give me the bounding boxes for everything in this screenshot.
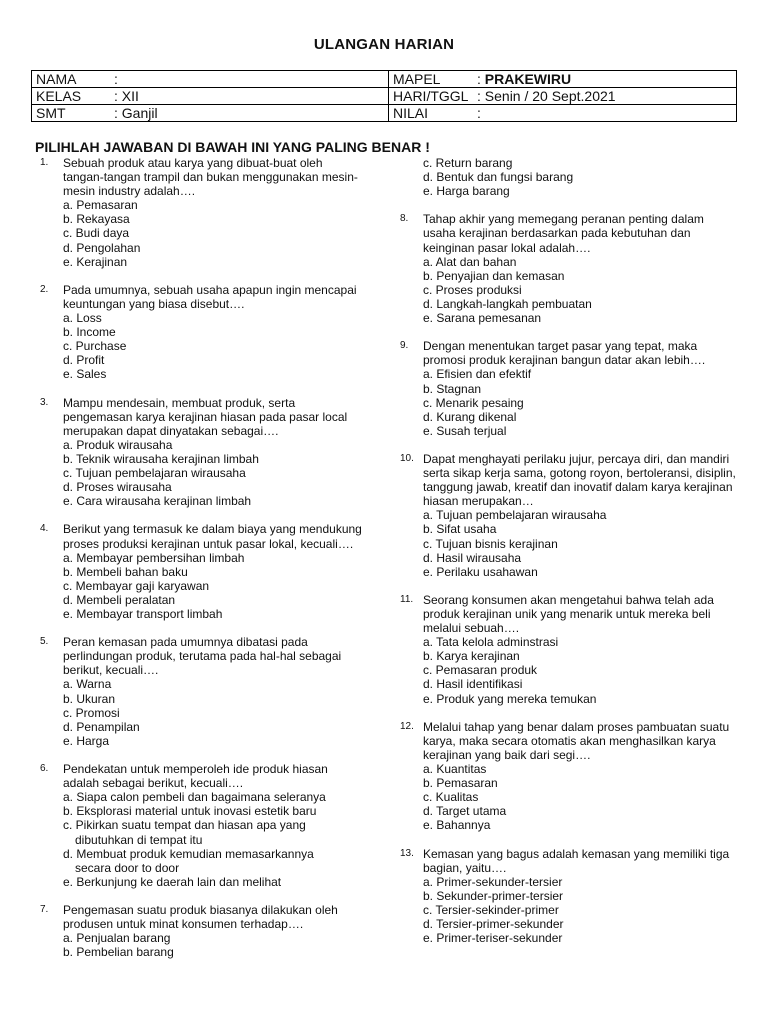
question-stem: Melalui tahap yang benar dalam proses pambuatan suatu karya, maka secara otomatis akan menghasilkan karya kerajinan yang baik dari segi…. [423,719,730,762]
nilai-label: NILAI [393,105,429,121]
question-stem: Pengemasan suatu produk biasanya dilakukan oleh produsen untuk minat konsumen terhadap…. [63,902,338,932]
question-7 [36,903,366,959]
option-a: a. Efisien dan efektif [423,367,532,382]
kelas-cell [32,88,389,105]
option-b: b. Income [63,325,116,340]
question-12 [396,720,736,833]
option-e: e. Susah terjual [423,423,507,438]
option-e: e. Cara wirausaha kerajinan limbah [63,494,252,509]
question-column-left [36,156,366,973]
option-d: d. Kurang dikenal [423,409,517,424]
option-d: d. Profit [63,353,105,368]
instruction-heading: PILIHLAH JAWABAN DI BAWAH INI YANG PALING BENAR ! [35,139,430,155]
mapel-value: PRAKEWIRU [484,71,572,87]
option-c: c. Menarik pesaing [423,395,524,410]
option-e: e. Perilaku usahawan [423,564,538,579]
question-number: 4. [40,523,49,535]
option-c: c. Budi daya [63,226,130,241]
option-b: b. Rekayasa [63,212,130,227]
option-d: d. Langkah-langkah pembuatan [423,296,592,311]
option-c: c. Proses produksi [423,282,522,297]
option-c: c. Tersier-sekinder-primer [423,902,559,917]
option-e: e. Harga [63,733,110,748]
option-d-continued: secara door to door [75,860,180,875]
question-10 [396,452,736,579]
option-d: d. Membuat produk kemudian memasarkannya [63,846,314,861]
option-b: b. Sifat usaha [423,522,497,537]
hari-cell [389,88,737,105]
option-a: a. Primer-sekunder-tersier [423,874,563,889]
option-c: c. Kualitas [423,790,479,805]
option-b: b. Ukuran [63,691,116,706]
option-e: e. Produk yang mereka temukan [423,691,597,706]
question-stem: Sebuah produk atau karya yang dibuat-buat oleh tangan-tangan trampil dan bukan menggunakan mesin-mesin industry adalah…. [63,156,358,199]
kelas-value: : XII [114,88,139,104]
option-d: d. Membeli peralatan [63,592,176,607]
question-stem: Mampu mendesain, membuat produk, serta pengemasan karya kerajinan hiasan pada pasar local merupakan dapat dinyatakan sebagai…. [63,395,348,438]
question-6 [36,762,366,889]
info-row-3 [32,105,737,122]
mapel-sep: : [477,71,485,87]
option-e: e. Primer-teriser-sekunder [423,931,563,946]
option-d: d. Bentuk dan fungsi barang [423,170,574,185]
question-3 [36,396,366,509]
question-number: 8. [400,213,409,225]
option-e: e. Berkunjung ke daerah lain dan melihat [63,874,282,889]
question-number: 2. [40,283,49,295]
question-stem: Pendekatan untuk memperoleh ide produk hiasan adalah sebagai berikut, kecuali…. [63,762,328,791]
question-number: 9. [400,340,409,352]
student-info-table [31,70,737,122]
kelas-label: KELAS [36,88,82,104]
option-c: c. Membayar gaji karyawan [63,578,210,593]
option-d: d. Penampilan [63,719,140,734]
question-stem: Seorang konsumen akan mengetahui bahwa telah ada produk kerajinan unik yang menarik untuk mereka beli melalui sebuah…. [423,592,714,636]
option-c: c. Tujuan pembelajaran wirausaha [63,466,246,481]
option-a: a. Pemasaran [63,198,138,213]
option-d: d. Tersier-primer-sekunder [423,917,564,932]
question-stem: Peran kemasan pada umumnya dibatasi pada perlindungan produk, terutama pada hal-hal sebagai berikut, kecuali…. [63,635,342,678]
option-c: c. Tujuan bisnis kerajinan [423,536,558,551]
option-a: a. Alat dan bahan [423,254,517,269]
option-b: b. Membeli bahan baku [63,564,188,579]
option-d: d. Hasil identifikasi [423,677,523,692]
question-number: 3. [40,396,49,408]
question-column-right [396,156,736,959]
option-c: c. Pikirkan suatu tempat dan hiasan apa yang [63,818,306,833]
question-9 [396,339,736,438]
question-number: 1. [40,157,49,168]
question-stem: Dengan menentukan target pasar yang tepat, maka promosi produk kerajinan bangun datar akan lebih…. [423,339,706,368]
question-4 [36,522,366,621]
nilai-cell [389,105,737,122]
option-e: e. Sarana pemesanan [423,311,542,326]
option-c: c. Purchase [63,339,127,354]
option-d: d. Target utama [423,804,507,819]
mapel-label: MAPEL [393,71,441,87]
option-a: a. Warna [63,677,112,692]
question-number: 5. [40,636,49,648]
option-b: b. Karya kerajinan [423,649,520,664]
question-stem: Kemasan yang bagus adalah kemasan yang memiliki tiga bagian, yaitu…. [423,846,730,875]
exam-title: ULANGAN HARIAN [313,36,455,53]
question-8 [396,212,736,325]
hari-value: : Senin / 20 Sept.2021 [477,88,616,104]
question-number: 11. [400,593,414,605]
option-a: a. Membayar pembersihan limbah [63,550,245,565]
question-1 [36,156,366,269]
option-d: d. Hasil wirausaha [423,550,522,565]
smt-label: SMT [36,105,66,121]
question-11 [396,593,736,706]
question-number: 10. [400,452,414,464]
option-a: a. Produk wirausaha [63,437,173,452]
question-stem: Berikut yang termasuk ke dalam biaya yang mendukung proses produksi kerajinan untuk pasar lokal, kecuali…. [63,522,362,551]
option-a: a. Penjualan barang [63,931,171,946]
hari-label: HARI/TGGL [393,88,469,104]
question-7-continued [396,156,736,198]
option-b: b. Teknik wirausaha kerajinan limbah [63,451,259,466]
option-c: c. Return barang [423,156,513,170]
info-row-1 [32,71,737,88]
option-a: a. Tujuan pembelajaran wirausaha [423,508,607,523]
nilai-value: : [477,105,481,121]
option-e: e. Harga barang [423,184,510,199]
question-number: 12. [400,720,414,732]
option-b: b. Eksplorasi material untuk inovasi estetik baru [63,804,317,819]
option-e: e. Kerajinan [63,254,128,269]
question-stem: Pada umumnya, sebuah usaha apapun ingin mencapai keuntungan yang biasa disebut…. [63,282,357,311]
option-b: b. Sekunder-primer-tersier [423,888,564,903]
nama-label: NAMA [36,71,77,87]
nama-cell [32,71,389,88]
smt-value: : Ganjil [114,105,158,121]
option-e: e. Membayar transport limbah [63,607,223,621]
question-2 [36,283,366,382]
option-e: e. Bahannya [423,818,491,833]
question-number: 13. [400,847,414,859]
option-b: b. Pembelian barang [63,945,174,960]
option-c: c. Promosi [63,705,120,720]
option-d: d. Pengolahan [63,240,141,255]
option-a: a. Kuantitas [423,762,487,777]
option-b: b. Stagnan [423,381,482,396]
option-a: a. Tata kelola adminstrasi [423,635,559,650]
question-stem: Tahap akhir yang memegang peranan penting dalam usaha kerajinan berdasarkan pada kebutuhan dan keinginan pasar lokal adalah…. [423,212,704,255]
question-number: 7. [40,903,49,915]
option-e: e. Sales [63,367,107,382]
option-c-continued: dibutuhkan di tempat itu [75,832,203,847]
nama-value: : [114,71,118,87]
option-c: c. Pemasaran produk [423,663,538,678]
option-b: b. Penyajian dan kemasan [423,268,565,283]
mapel-cell [389,71,737,88]
option-a: a. Siapa calon pembeli dan bagaimana seleranya [63,790,326,805]
info-row-2 [32,88,737,105]
option-a: a. Loss [63,311,102,326]
question-5 [36,635,366,748]
option-b: b. Pemasaran [423,776,498,791]
question-stem: Dapat menghayati perilaku jujur, percaya diri, dan mandiri serta sikap kerja sama, gotong royon, bertoleransi, disiplin, tanggung jawab, kreatif dan inovatif dalam karya kerajinan hiasan merupakan… [423,451,736,509]
option-d: d. Proses wirausaha [63,480,172,495]
question-number: 6. [40,763,49,775]
question-13 [396,847,736,946]
smt-cell [32,105,389,122]
